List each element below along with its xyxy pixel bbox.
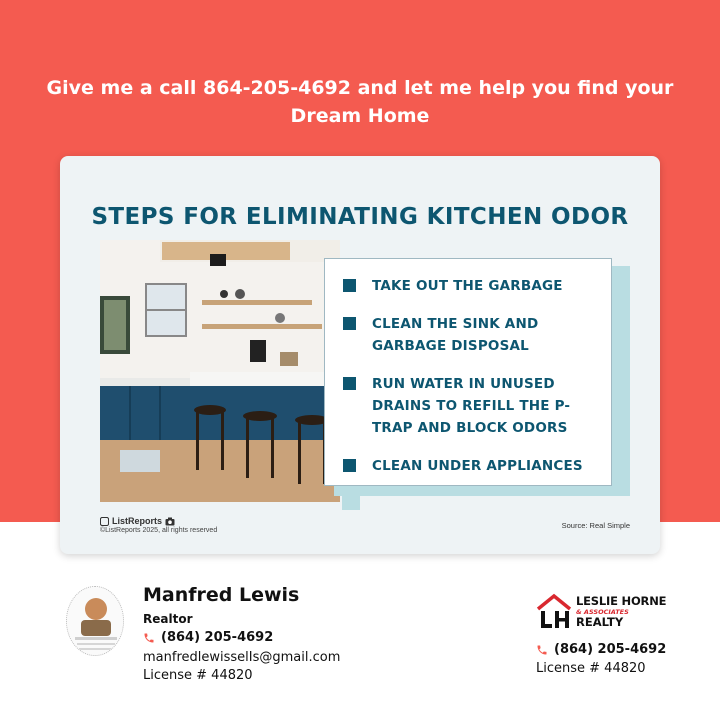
phone-icon [143, 632, 155, 644]
step-text: TAKE OUT THE GARBAGE [372, 278, 563, 294]
step-text: RUN WATER IN UNUSED DRAINS TO REFILL THE P-TRAP AND BLOCK ODORS [372, 376, 571, 436]
agent-title: Realtor [143, 612, 193, 626]
kitchen-photo [100, 240, 340, 502]
steps-list [343, 275, 601, 477]
agent-license: License # 44820 [143, 668, 253, 683]
house-logo-icon [536, 592, 574, 630]
infographic-card [60, 156, 660, 554]
logo-line-1: LESLIE HORNE [576, 594, 667, 608]
brand-label: ListReports [112, 516, 163, 526]
step-text: CLEAN THE SINK AND GARBAGE DISPOSAL [372, 316, 539, 354]
square-bullet-icon [343, 317, 356, 330]
headline: Give me a call 864-205-4692 and let me help you find your Dream Home [46, 77, 674, 127]
step-item [343, 275, 601, 297]
square-bullet-icon [343, 459, 356, 472]
listreports-logo-icon [100, 517, 109, 526]
step-item [343, 455, 601, 477]
step-item [343, 313, 601, 357]
agent-name: Manfred Lewis [143, 584, 300, 606]
logo-line-3: REALTY [576, 615, 624, 629]
listreports-brand [100, 516, 175, 526]
agent-phone[interactable] [143, 630, 273, 645]
brokerage-logo [536, 592, 666, 630]
square-bullet-icon [343, 279, 356, 292]
source-text: Source: Real Simple [561, 521, 630, 530]
agent-email[interactable]: manfredlewisselIs@gmail.com [143, 650, 341, 665]
agent-phone-number: (864) 205-4692 [161, 630, 274, 645]
camera-icon [165, 517, 175, 526]
office-phone[interactable] [536, 642, 666, 657]
logo-line-2: & ASSOCIATES [576, 608, 629, 616]
office-phone-number: (864) 205-4692 [554, 642, 667, 657]
step-item [343, 373, 601, 439]
avatar [66, 586, 124, 656]
steps-panel [324, 258, 612, 486]
copyright-text: ©ListReports 2025, all rights reserved [100, 527, 218, 534]
office-license: License # 44820 [536, 661, 646, 676]
phone-icon [536, 644, 548, 656]
step-text: CLEAN UNDER APPLIANCES [372, 458, 583, 474]
square-bullet-icon [343, 377, 356, 390]
card-title: STEPS FOR ELIMINATING KITCHEN ODOR [91, 204, 629, 230]
